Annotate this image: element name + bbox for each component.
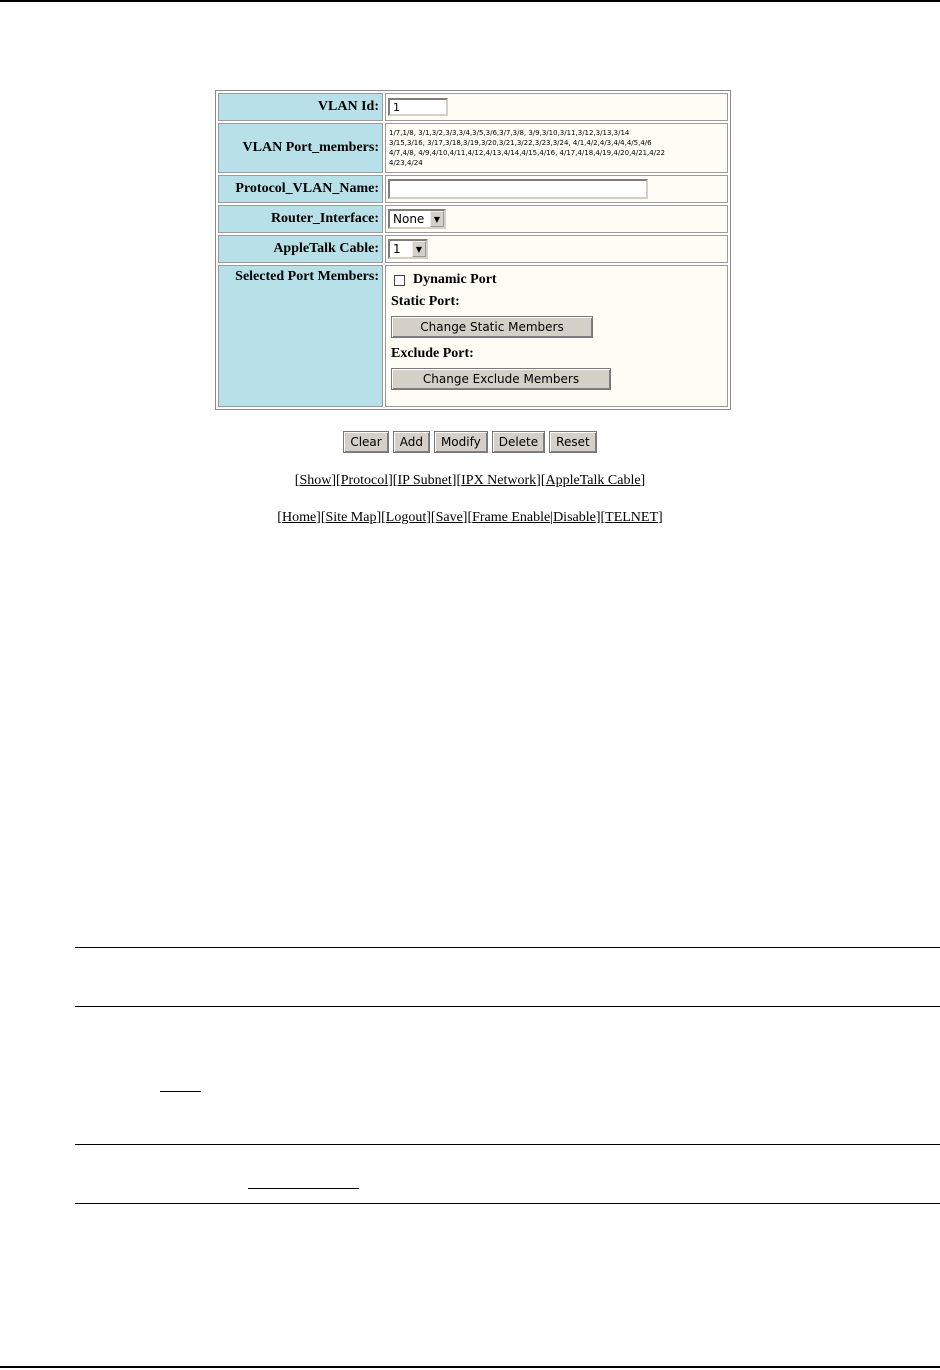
- port-members-line: 4/23,4/24: [389, 159, 423, 167]
- port-members-list: [388, 125, 727, 171]
- exclude-port-label: Exclude Port:: [391, 346, 474, 361]
- protocol-link[interactable]: Protocol: [340, 473, 389, 488]
- router-interface-value: None: [393, 212, 425, 226]
- change-exclude-members-button[interactable]: Change Exclude Members: [391, 368, 611, 390]
- telnet-link[interactable]: TELNET: [605, 510, 659, 525]
- selected-ports-row: [218, 265, 728, 407]
- delete-button[interactable]: Delete: [492, 431, 545, 453]
- global-nav-links: [Home][Site Map][Logout][Save][Frame Enable|Disable][TELNET]: [277, 510, 663, 525]
- ip-subnet-link[interactable]: IP Subnet: [397, 473, 452, 488]
- vlan-id-row: [218, 93, 728, 121]
- show-link[interactable]: Show: [299, 473, 332, 488]
- modify-button[interactable]: Modify: [434, 431, 488, 453]
- selected-ports-label: Selected Port Members:: [218, 265, 383, 407]
- divider: [75, 1203, 940, 1204]
- protocol-vlan-name-label: Protocol_VLAN_Name:: [218, 175, 383, 203]
- vlan-id-input[interactable]: 1: [388, 98, 448, 116]
- port-members-line: 1/7,1/8, 3/1,3/2,3/3,3/4,3/5,3/6,3/7,3/8, 3/9,3/10,3/11,3/12,3/13,3/14: [389, 129, 630, 137]
- add-button[interactable]: Add: [393, 431, 430, 453]
- dynamic-port-label: Dynamic Port: [413, 272, 497, 287]
- change-static-members-button[interactable]: Change Static Members: [391, 316, 593, 338]
- top-rule: [0, 0, 940, 2]
- appletalk-cable-row: [218, 235, 728, 263]
- vlan-id-label: VLAN Id:: [218, 93, 383, 121]
- divider: [75, 1144, 940, 1145]
- port-members-line: 3/15,3/16, 3/17,3/18,3/19,3/20,3/21,3/22,3/23,3/24, 4/1,4/2,4/3,4/4,4/5,4/6: [389, 139, 652, 147]
- logout-link[interactable]: Logout: [385, 510, 427, 525]
- appletalk-cable-value: 1: [393, 242, 401, 256]
- save-link[interactable]: Save: [435, 510, 463, 525]
- vlan-nav-links: [Show][Protocol][IP Subnet][IPX Network][AppleTalk Cable]: [294, 473, 646, 488]
- bottom-rule: [0, 1366, 940, 1368]
- reset-button[interactable]: Reset: [549, 431, 597, 453]
- router-interface-select[interactable]: [388, 209, 446, 229]
- router-interface-label: Router_Interface:: [218, 205, 383, 233]
- divider: [75, 947, 940, 948]
- protocol-vlan-name-input[interactable]: [388, 179, 648, 199]
- appletalk-cable-link[interactable]: AppleTalk Cable: [545, 473, 641, 488]
- clear-button[interactable]: Clear: [343, 431, 388, 453]
- static-port-label: Static Port:: [391, 294, 460, 309]
- ipx-network-link[interactable]: IPX Network: [461, 473, 537, 488]
- divider: [75, 1006, 940, 1007]
- appletalk-cable-label: AppleTalk Cable:: [218, 235, 383, 263]
- appletalk-cable-select[interactable]: [388, 239, 428, 259]
- protocol-vlan-name-row: [218, 175, 728, 203]
- action-bar: [0, 431, 940, 453]
- disable-link[interactable]: Disable: [553, 510, 596, 525]
- vlan-config-form: [215, 90, 731, 410]
- port-members-row: [218, 123, 728, 173]
- dynamic-port-checkbox[interactable]: [394, 275, 405, 286]
- home-link[interactable]: Home: [281, 510, 317, 525]
- short-underline: [160, 1091, 201, 1092]
- port-members-label: VLAN Port_members:: [218, 123, 383, 173]
- router-interface-row: [218, 205, 728, 233]
- chevron-down-icon[interactable]: ▼: [430, 211, 444, 227]
- site-map-link[interactable]: Site Map: [325, 510, 377, 525]
- frame-enable-link[interactable]: Frame Enable: [472, 510, 551, 525]
- short-underline: [248, 1188, 359, 1189]
- port-members-line: 4/7,4/8, 4/9,4/10,4/11,4/12,4/13,4/14,4/15,4/16, 4/17,4/18,4/19,4/20,4/21,4/22: [389, 149, 665, 157]
- chevron-down-icon[interactable]: ▼: [412, 241, 426, 257]
